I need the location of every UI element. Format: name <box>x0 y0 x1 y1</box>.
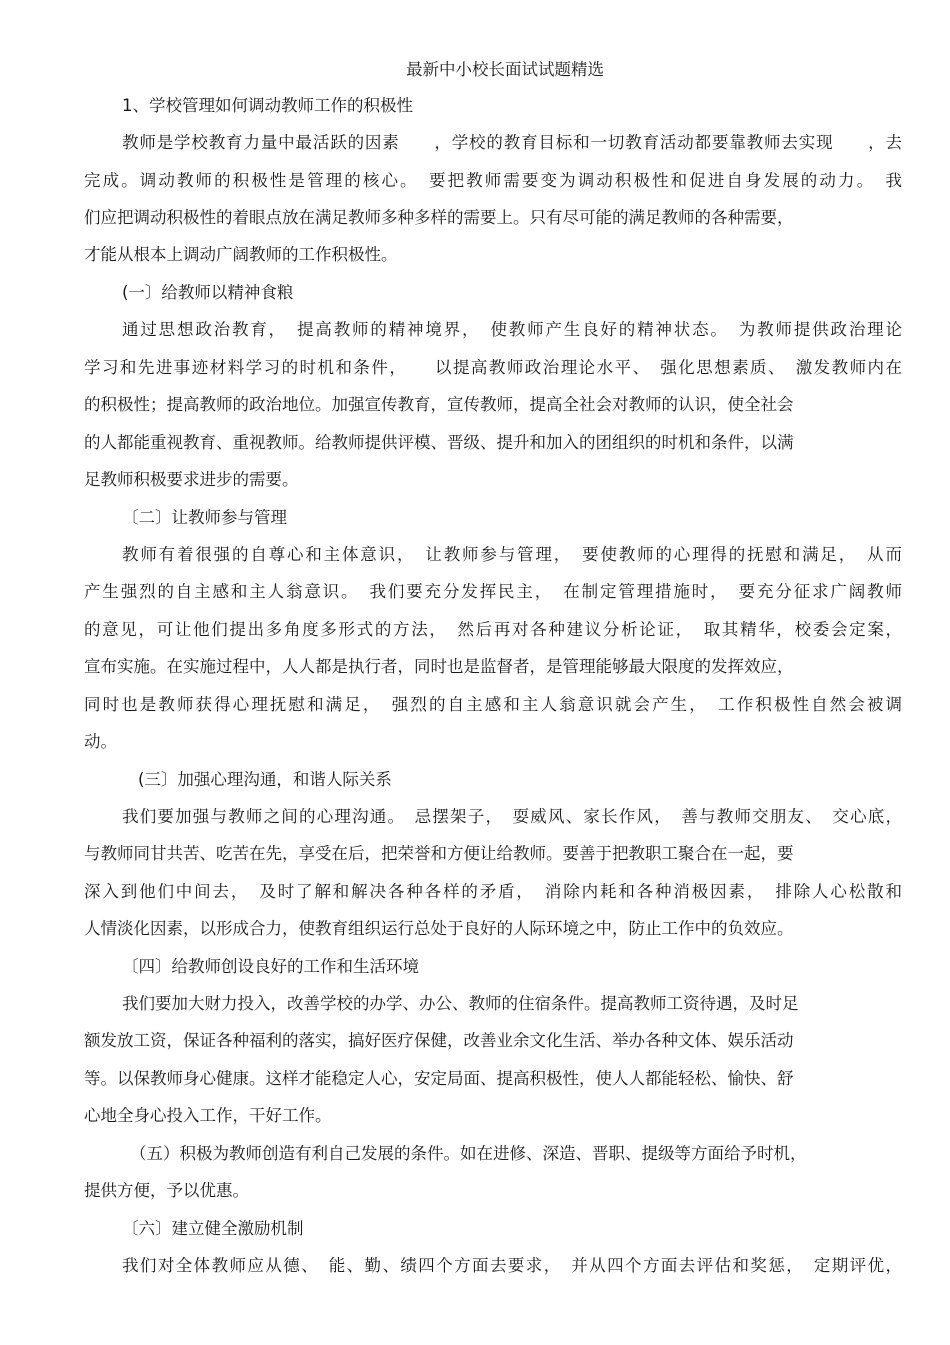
question-heading: 1、学校管理如何调动教师工作的积极性 <box>122 96 413 115</box>
paragraph-line: 与教师同甘共苦、吃苦在先，享受在后，把荣誉和方便让给教师。要善于把教职工聚合在一起，要 <box>84 844 794 863</box>
paragraph-line: 的意见，可让他们提出多角度多形式的方法， 然后再对各种建议分析论证， 取其精华，校委会定案， <box>84 620 902 639</box>
paragraph-line: 我们对全体教师应从德、 能、勤、绩四个方面去要求， 并从四个方面去评估和奖惩， 定期评优， <box>122 1256 902 1275</box>
paragraph-line: 足教师积极要求进步的需要。 <box>84 470 299 489</box>
paragraph-line: 深入到他们中间去， 及时了解和解决各种各样的矛盾， 消除内耗和各种消极因素， 排除人心松散和 <box>84 882 902 901</box>
paragraph-line: 们应把调动积极性的着眼点放在满足教师多种多样的需要上。只有尽可能的满足教师的各种需要， <box>84 208 794 227</box>
section-heading: （五）积极为教师创造有利自己发展的条件。如在进修、深造、晋职、提级等方面给予时机， <box>130 1144 807 1163</box>
section-heading: 〔二〕让教师参与管理 <box>122 508 287 527</box>
paragraph-line: 完成。调动教师的积极性是管理的核心。 要把教师需要变为调动积极性和促进自身发展的动力。 我 <box>84 171 902 190</box>
section-heading: (三〕加强心理沟通，和谐人际关系 <box>138 770 392 789</box>
paragraph-line: 我们要加强与教师之间的心理沟通。 忌摆架子， 耍威风、家长作风， 善与教师交朋友、 交心底， <box>122 807 902 826</box>
paragraph-line: 等。以保教师身心健康。这样才能稳定人心，安定局面、提高积极性，使人人都能轻松、愉快、舒 <box>84 1069 794 1088</box>
paragraph-line: 学习和先进事迹材料学习的时机和条件， 以提高教师政治理论水平、 强化思想素质、 激发教师内在 <box>84 358 902 377</box>
paragraph-line: 宣布实施。在实施过程中，人人都是执行者，同时也是监督者，是管理能够最大限度的发挥效应， <box>84 657 794 676</box>
paragraph-line: 同时也是教师获得心理抚慰和满足， 强烈的自主感和主人翁意识就会产生， 工作积极性自然会被调 <box>84 695 902 714</box>
paragraph-line: 的积极性；提高教师的政治地位。加强宣传教育，宣传教师，提高全社会对教师的认识，使全社会 <box>84 395 794 414</box>
paragraph-line: 动。 <box>84 732 117 751</box>
paragraph-line: 心地全身心投入工作，干好工作。 <box>84 1106 332 1125</box>
paragraph-line: 人情淡化因素，以形成合力，使教育组织运行总处于良好的人际环境之中，防止工作中的负效应。 <box>84 919 794 938</box>
paragraph-line: 教师有着很强的自尊心和主体意识， 让教师参与管理， 要使教师的心理得的抚慰和满足， 从而 <box>122 545 902 564</box>
paragraph-line: 额发放工资，保证各种福利的落实，搞好医疗保健，改善业余文化生活、举办各种文体、娱乐活动 <box>84 1031 794 1050</box>
section-heading: 〔四〕给教师创设良好的工作和生活环境 <box>122 957 419 976</box>
paragraph-line: 提供方便，予以优惠。 <box>84 1181 249 1200</box>
paragraph-line: 才能从根本上调动广阔教师的工作积极性。 <box>84 245 398 264</box>
section-heading: (一〕给教师以精神食粮 <box>122 283 294 302</box>
paragraph-line: 产生强烈的自主感和主人翁意识。 我们要充分发挥民主， 在制定管理措施时， 要充分征求广阔教师 <box>84 582 902 601</box>
paragraph-line: 我们要加大财力投入，改善学校的办学、办公、教师的住宿条件。提高教师工资待遇，及时足 <box>122 994 799 1013</box>
paragraph-line: 的人都能重视教育、重视教师。给教师提供评模、晋级、提升和加入的团组织的时机和条件，以满 <box>84 433 794 452</box>
paragraph-line: 通过思想政治教育， 提高教师的精神境界， 使教师产生良好的精神状态。 为教师提供政治理论 <box>122 320 902 339</box>
section-heading: 〔六〕建立健全激励机制 <box>122 1219 304 1238</box>
paragraph-line: 教师是学校教育力量中最活跃的因素 ，学校的教育目标和一切教育活动都要靠教师去实现 ，去 <box>122 133 902 152</box>
document-title: 最新中小校长面试试题精选 <box>406 60 604 79</box>
